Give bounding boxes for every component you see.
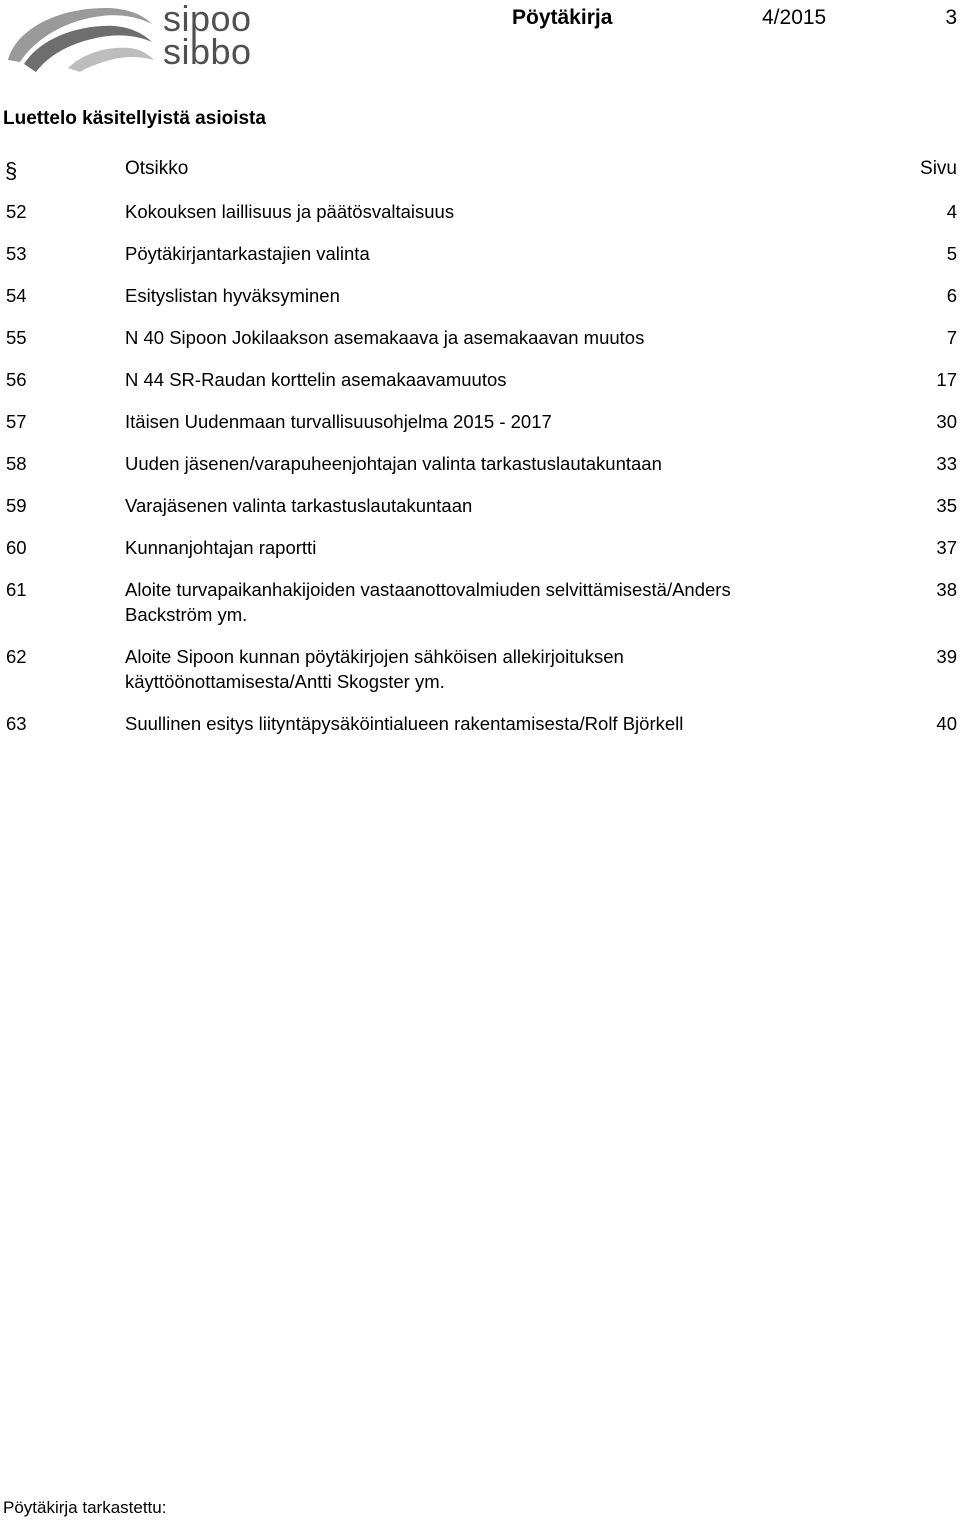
toc-item-number: 54 — [6, 285, 27, 306]
section-sign-icon: § — [5, 158, 18, 183]
toc-item-page: 5 — [946, 243, 957, 264]
toc-item-title: Pöytäkirjantarkastajien valinta — [125, 243, 370, 264]
toc-row — [0, 451, 960, 476]
toc-item-number: 58 — [6, 453, 27, 474]
document-type: Pöytäkirja — [512, 6, 613, 29]
footer-reviewed-label: Pöytäkirja tarkastettu: — [3, 1498, 167, 1517]
toc-item-page: 4 — [946, 201, 957, 222]
toc-row — [0, 644, 960, 694]
toc-row — [0, 367, 960, 392]
toc-item-number: 60 — [6, 537, 27, 558]
toc-item-title: Esityslistan hyväksyminen — [125, 285, 340, 306]
toc-row — [0, 535, 960, 560]
toc-item-number: 63 — [6, 713, 27, 734]
toc-column-page: Sivu — [920, 158, 957, 179]
toc-rows — [0, 199, 960, 736]
document-number: 4/2015 — [762, 6, 827, 29]
toc-item-page: 30 — [936, 411, 957, 432]
toc-item-number: 55 — [6, 327, 27, 348]
toc-row — [0, 283, 960, 308]
toc-item-number: 59 — [6, 495, 27, 516]
toc-row — [0, 241, 960, 266]
logo-text-sibbo: sibbo — [163, 31, 252, 72]
logo-text-sipoo: sipoo — [163, 0, 252, 39]
toc-item-title: Aloite Sipoon kunnan pöytäkirjojen sähköisen allekirjoituksen käyttöönottamisesta/Antti Skogster ym. — [125, 646, 624, 692]
toc-item-number: 57 — [6, 411, 27, 432]
toc-item-number: 56 — [6, 369, 27, 390]
toc-item-page: 33 — [936, 453, 957, 474]
page-number: 3 — [945, 6, 957, 29]
toc-item-page: 7 — [946, 327, 957, 348]
toc-item-title: Uuden jäsenen/varapuheenjohtajan valinta tarkastuslautakuntaan — [125, 453, 662, 474]
toc-header-row — [0, 157, 960, 199]
toc-item-page: 6 — [946, 285, 957, 306]
toc-heading: Luettelo käsitellyistä asioista — [3, 108, 266, 129]
toc-item-title: Suullinen esitys liityntäpysäköintialueen rakentamisesta/Rolf Björkell — [125, 713, 684, 734]
toc-item-page: 37 — [936, 537, 957, 558]
toc-row — [0, 199, 960, 224]
logo-swoosh-icon — [6, 2, 156, 74]
toc-row — [0, 577, 960, 627]
toc-item-number: 53 — [6, 243, 27, 264]
toc-item-number: 61 — [6, 579, 27, 600]
toc-item-title: Kunnanjohtajan raportti — [125, 537, 317, 558]
sipoo-sibbo-logo — [6, 2, 256, 74]
toc-item-title: Kokouksen laillisuus ja päätösvaltaisuus — [125, 201, 455, 222]
toc-row — [0, 711, 960, 736]
toc-item-number: 52 — [6, 201, 27, 222]
toc-item-title: Itäisen Uudenmaan turvallisuusohjelma 2015 - 2017 — [125, 411, 552, 432]
toc-column-title: Otsikko — [125, 158, 189, 179]
toc-item-title: Aloite turvapaikanhakijoiden vastaanottovalmiuden selvittämisestä/Anders Backström ym. — [125, 579, 731, 625]
toc-item-page: 17 — [936, 369, 957, 390]
toc-item-page: 40 — [936, 713, 957, 734]
toc-item-page: 39 — [936, 646, 957, 667]
toc-item-title: N 40 Sipoon Jokilaakson asemakaava ja asemakaavan muutos — [125, 327, 645, 348]
toc-item-number: 62 — [6, 646, 27, 667]
toc-item-page: 35 — [936, 495, 957, 516]
toc-item-title: Varajäsenen valinta tarkastuslautakuntaan — [125, 495, 473, 516]
toc-item-title: N 44 SR-Raudan korttelin asemakaavamuutos — [125, 369, 507, 390]
toc-row — [0, 493, 960, 518]
toc-row — [0, 409, 960, 434]
toc-row — [0, 325, 960, 350]
toc-item-page: 38 — [936, 579, 957, 600]
table-of-contents — [0, 157, 960, 753]
